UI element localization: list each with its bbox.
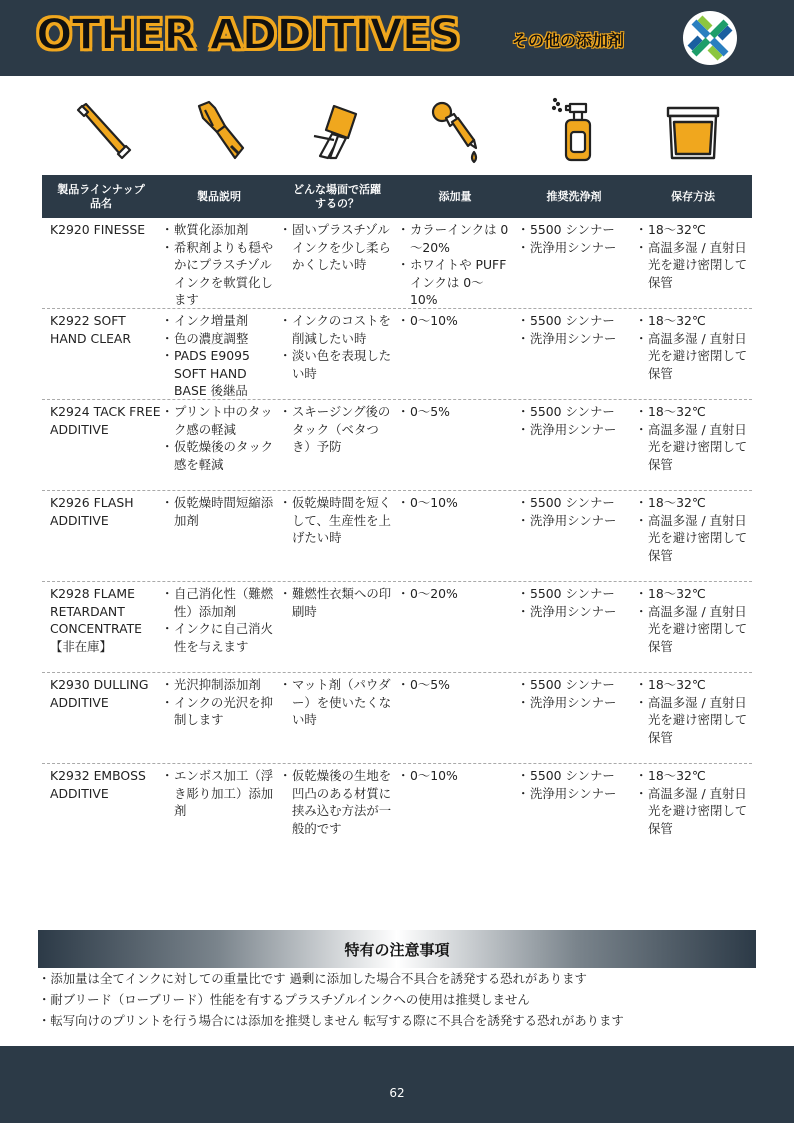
product-desc [162,312,274,400]
product-desc [162,676,274,729]
storage-item: ・ 高温多湿 / 直射日光を避け密閉して保管 [636,603,748,656]
bucket-icon [658,96,728,166]
product-use [280,494,394,547]
use-item: ・ 固いプラスチゾルインクを少し柔らかくしたい時 [280,221,394,274]
product-amount [398,676,510,694]
cleaner-item: ・ 洗浄用シンナー [518,694,636,712]
spray-bottle-icon [540,96,610,166]
storage-item: ・ 高温多湿 / 直射日光を避け密閉して保管 [636,694,748,747]
desc-item: ・ 光沢抑制添加剤 [162,676,274,694]
use-item: ・ 仮乾燥後の生地を凹凸のある材質に挟み込む方法が一般的です [280,767,394,837]
storage-item: ・ 18～32℃ [636,312,748,330]
desc-item: ・ インクの光沢を抑制します [162,694,274,729]
notice-list [38,968,756,1031]
product-amount [398,585,510,603]
page-number: 62 [389,1086,405,1100]
desc-item: ・ プリント中のタック感の軽減 [162,403,274,438]
product-use [280,676,394,729]
use-item: ・ インクのコストを削減したい時 [280,312,394,347]
desc-item: ・ 色の濃度調整 [162,330,274,348]
product-desc [162,494,274,529]
amount-item: ・ 0～10% [398,767,510,785]
desc-item: ・ 希釈剤よりも穏やかにプラスチゾルインクを軟質化します [162,239,274,309]
table-header [42,175,752,218]
amount-item: ・ 0～20% [398,585,510,603]
storage-item: ・ 高温多湿 / 直射日光を避け密閉して保管 [636,512,748,565]
table-row [42,582,752,673]
product-storage [636,403,748,473]
amount-item: ・ 0～5% [398,676,510,694]
storage-item: ・ 18～32℃ [636,221,748,239]
desc-item: ・ 軟質化添加剤 [162,221,274,239]
storage-item: ・ 高温多湿 / 直射日光を避け密閉して保管 [636,785,748,838]
col-header-cleaner: 推奨洗浄剤 [546,189,602,203]
product-storage [636,767,748,837]
notice-header-bar [38,930,756,968]
storage-item: ・ 18～32℃ [636,585,748,603]
product-use [280,403,394,456]
storage-item: ・ 18～32℃ [636,676,748,694]
cleaner-item: ・ 洗浄用シンナー [518,330,636,348]
spatula-icon [304,96,374,166]
cleaner-item: ・ 5500 シンナー [518,494,636,512]
desc-item: ・ 仮乾燥時間短縮添加剤 [162,494,274,529]
table-row [42,673,752,764]
storage-item: ・ 高温多湿 / 直射日光を避け密閉して保管 [636,330,748,383]
col-header-use: どんな場面で活躍 するの？ [293,182,381,210]
product-name: K2930 DULLING ADDITIVE [50,677,149,710]
cleaner-item: ・ 5500 シンナー [518,676,636,694]
product-amount [398,767,510,785]
product-cleaner [518,767,636,802]
product-cleaner [518,403,636,438]
desc-item: ・ インク増量剤 [162,312,274,330]
product-amount [398,403,510,421]
cleaner-item: ・ 5500 シンナー [518,585,636,603]
table-row [42,764,752,854]
table-row [42,400,752,491]
product-storage [636,221,748,291]
cleaner-item: ・ 5500 シンナー [518,403,636,421]
amount-item: ・ 0～5% [398,403,510,421]
cleaner-item: ・ 洗浄用シンナー [518,603,636,621]
page-footer [0,1046,794,1123]
product-name: K2924 TACK FREE ADDITIVE [50,404,161,437]
use-item: ・ マット剤（パウダー）を使いたくない時 [280,676,394,729]
product-amount [398,312,510,330]
product-cleaner [518,585,636,620]
col-header-amount: 添加量 [438,189,472,203]
amount-item: ・ 0～10% [398,494,510,512]
product-amount [398,221,510,309]
page-header [0,0,794,76]
use-item: ・ 淡い色を表現したい時 [280,347,394,382]
product-storage [636,494,748,564]
desc-item: ・ エンボス加工（浮き彫り加工）添加剤 [162,767,274,820]
tool-icons-row [42,96,752,168]
product-desc [162,403,274,473]
product-storage [636,676,748,746]
cleaner-item: ・ 5500 シンナー [518,767,636,785]
product-name: K2932 EMBOSS ADDITIVE [50,768,146,801]
squeegee-icon [68,96,138,166]
storage-item: ・ 18～32℃ [636,403,748,421]
cleaner-item: ・ 5500 シンナー [518,221,636,239]
desc-item: ・ PADS E9095 SOFT HAND BASE 後継品 [162,347,274,400]
storage-item: ・ 18～32℃ [636,767,748,785]
dropper-icon [422,96,492,166]
page-subtitle-jp: その他の添加剤 [512,31,625,50]
desc-item: ・ インクに自己消火性を与えます [162,620,274,655]
product-name: K2928 FLAME RETARDANT CONCENTRATE【非在庫】 [50,586,143,654]
notice-item: ・添加量は全てインクに対しての重量比です 過剰に添加した場合不具合を誘発する恐れがあります [38,971,587,986]
use-item: ・ 仮乾燥時間を短くして、生産性を上げたい時 [280,494,394,547]
product-use [280,585,394,620]
page-title: OTHER ADDITIVES [36,10,460,60]
amount-item: ・ ホワイトや PUFF インクは 0～10% [398,256,510,309]
product-amount [398,494,510,512]
product-storage [636,312,748,382]
product-use [280,221,394,274]
product-name: K2926 FLASH ADDITIVE [50,495,134,528]
cleaner-item: ・ 洗浄用シンナー [518,239,636,257]
product-storage [636,585,748,655]
cleaner-item: ・ 5500 シンナー [518,312,636,330]
product-cleaner [518,676,636,711]
product-desc [162,585,274,655]
notice-title: 特有の注意事項 [344,940,450,959]
product-use [280,767,394,837]
cleaner-item: ・ 洗浄用シンナー [518,785,636,803]
product-name: K2922 SOFT HAND CLEAR [50,313,132,346]
product-cleaner [518,312,636,347]
use-item: ・ 難燃性衣類への印刷時 [280,585,394,620]
notice-item: ・転写向けのプリントを行う場合には添加を推奨しません 転写する際に不具合を誘発する恐れがあります [38,1013,624,1028]
cleaner-item: ・ 洗浄用シンナー [518,421,636,439]
col-header-storage: 保存方法 [671,189,715,203]
product-use [280,312,394,382]
use-item: ・ スキージング後のタック（ベタつき）予防 [280,403,394,456]
amount-item: ・ カラーインクは 0～20% [398,221,510,256]
product-name: K2920 FINESSE [50,222,146,237]
amount-item: ・ 0～10% [398,312,510,330]
brand-logo-icon [682,10,738,66]
product-desc [162,767,274,820]
table-row [42,218,752,309]
product-table [42,218,752,854]
col-header-desc: 製品説明 [197,189,241,203]
table-row [42,309,752,400]
desc-item: ・ 仮乾燥後のタック感を軽減 [162,438,274,473]
storage-item: ・ 高温多湿 / 直射日光を避け密閉して保管 [636,421,748,474]
storage-item: ・ 高温多湿 / 直射日光を避け密閉して保管 [636,239,748,292]
product-desc [162,221,274,309]
cleaner-item: ・ 洗浄用シンナー [518,512,636,530]
storage-item: ・ 18～32℃ [636,494,748,512]
product-cleaner [518,221,636,256]
product-cleaner [518,494,636,529]
table-row [42,491,752,582]
desc-item: ・ 自己消化性（難燃性）添加剤 [162,585,274,620]
col-header-name: 製品ラインナップ 品名 [57,182,145,210]
notice-item: ・耐ブリード（ローブリード）性能を有するプラスチゾルインクへの使用は推奨しません [38,992,530,1007]
scraper-icon [185,96,255,166]
